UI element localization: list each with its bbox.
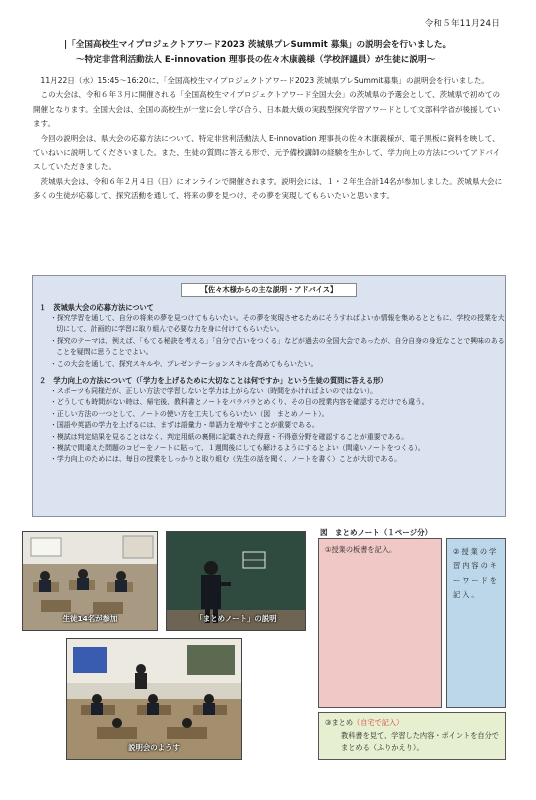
body-paragraph: 11月22日（水）15:45～16:20に、「全国高校生マイプロジェクトアワード2023 茨城県プレSummit募集」の説明会を行いました。	[40, 76, 489, 85]
figure-title: 図 まとめノート（１ページ分）	[320, 528, 433, 537]
advice-item: ・この大会を通して、探究スキルや、プレゼンテーションスキルを高めてもらいたい。	[50, 359, 318, 368]
note-keyword-section	[446, 538, 506, 708]
advice-list	[50, 386, 505, 466]
advice-item: ・模試で間違えた問題のコピーをノートに貼って、１週間後にしても解けるようにするとよい（間違いノートをつくる）。	[50, 444, 425, 453]
note-summary-section	[318, 712, 506, 760]
body-text	[33, 74, 505, 204]
advice-list	[50, 313, 505, 370]
advice-item: ・スポーツも同様だが、正しい方法で学習しないと学力は上がらない（時間をかければよいのではない）。	[50, 387, 378, 396]
document-date: 令和５年11月24日	[424, 19, 500, 29]
photo-teacher	[166, 531, 306, 631]
advice-item: ・正しい方法の一つとして、ノートの使い方を工夫してもらいたい（図 まとめノート）。	[50, 409, 329, 418]
photo-caption: 生徒14名が参加	[62, 614, 118, 623]
body-paragraph: 茨城県大会は、令和６年２月４日（日）にオンラインで開催されます。説明会には、１・２年生合計14名が参加しました。茨城県大会に多くの生徒が応募して、探究活動を通して、将来の夢を見つけ、その夢を実現してもらいたいと思います。	[33, 176, 503, 201]
body-paragraph: この大会は、令和６年３月に開催される「全国高校生マイプロジェクトアワード全国大会」の茨城県の予選会として、茨城県で初めての開催となります。全国大会は、全国の高校生が一堂に会し学び合う、日本最大級の実践型探究学習アワードとして文部科学省が後援しています。	[33, 90, 501, 129]
advice-box	[32, 275, 506, 517]
photo-caption: 説明会のようす	[128, 743, 180, 752]
advice-item: ・国語や英語の学力を上げるには、まずは語彙力・単語力を増やすことが重要である。	[50, 421, 319, 430]
document-subtitle: ～特定非営利活動法人 E-innovation 理事長の佐々木康義様（学校評議員）が生徒に説明～	[76, 55, 436, 65]
advice-item: ・学力向上のためには、毎日の授業をしっかりと取り組む（先生の話を聞く、ノートを書く）ことが大切である。	[50, 455, 402, 464]
photo-students	[22, 531, 158, 631]
note-keyword-label: ②授業の学習内容のキーワードを記入。	[453, 547, 499, 599]
advice-section-title: １ 茨城県大会の応募方法について	[39, 303, 154, 312]
advice-header: 【佐々木様からの主な説明・アドバイス】	[181, 283, 357, 297]
advice-item: ・模試は判定結果を見ることはなく、判定用紙の裏側に記載された得意・不得意分野を確認することが重要である。	[50, 432, 409, 441]
note-summary-text: 教科書を見て、学習した内容・ポイントを自分でまとめる（ふりかえり）。	[341, 731, 499, 752]
advice-item: ・探究のテーマは、例えば、「もてる秘訣を考える」「自分で占いをつくる」などが過去の全国大会であったが、自分自身の身近なことで興味のあることを疑問に思うことでよい。	[50, 336, 505, 357]
photo-caption: 「まとめノート」の説明	[195, 614, 277, 623]
note-board-section	[318, 538, 442, 708]
note-summary-label: ③まとめ	[325, 718, 354, 727]
body-paragraph: 今回の説明会は、県大会の応募方法について、特定非営利活動法人 E-innovation 理事長の佐々木康義様が、電子黒板に資料を映して、ていねいに説明してくださいました。また、生徒の質問に答える形で、元予備校講師の経験を生かして、学力向上の方法についてアドバイスしていただきました。	[33, 133, 501, 172]
advice-item: ・どうしても時間がない時は、帰宅後、教科書とノートをパラパラとめくり、その日の授業内容を確認するだけでも違う。	[50, 398, 429, 407]
note-summary-title	[325, 718, 505, 728]
photo-session	[66, 638, 242, 760]
advice-item: ・探究学習を通して、自分の将来の夢を見つけてもらいたい。その夢を実現させるためにそうすればよいか情報を集めるとともに、学校の授業を大切にして、計画的に学習に取り組んで必要な力を身に付けてもらいたい。	[50, 314, 505, 334]
note-board-label: ①授業の板書を記入。	[325, 545, 397, 554]
note-summary-home: （自宅で記入）	[353, 718, 404, 727]
advice-section-title: ２ 学力向上の方法について（「学力を上げるために大切なことは何ですか」という生徒の質問に答える形）	[39, 376, 388, 386]
document-title: |「全国高校生マイプロジェクトアワード2023 茨城県プレSummit 募集」の説明会を行いました。	[64, 40, 452, 50]
